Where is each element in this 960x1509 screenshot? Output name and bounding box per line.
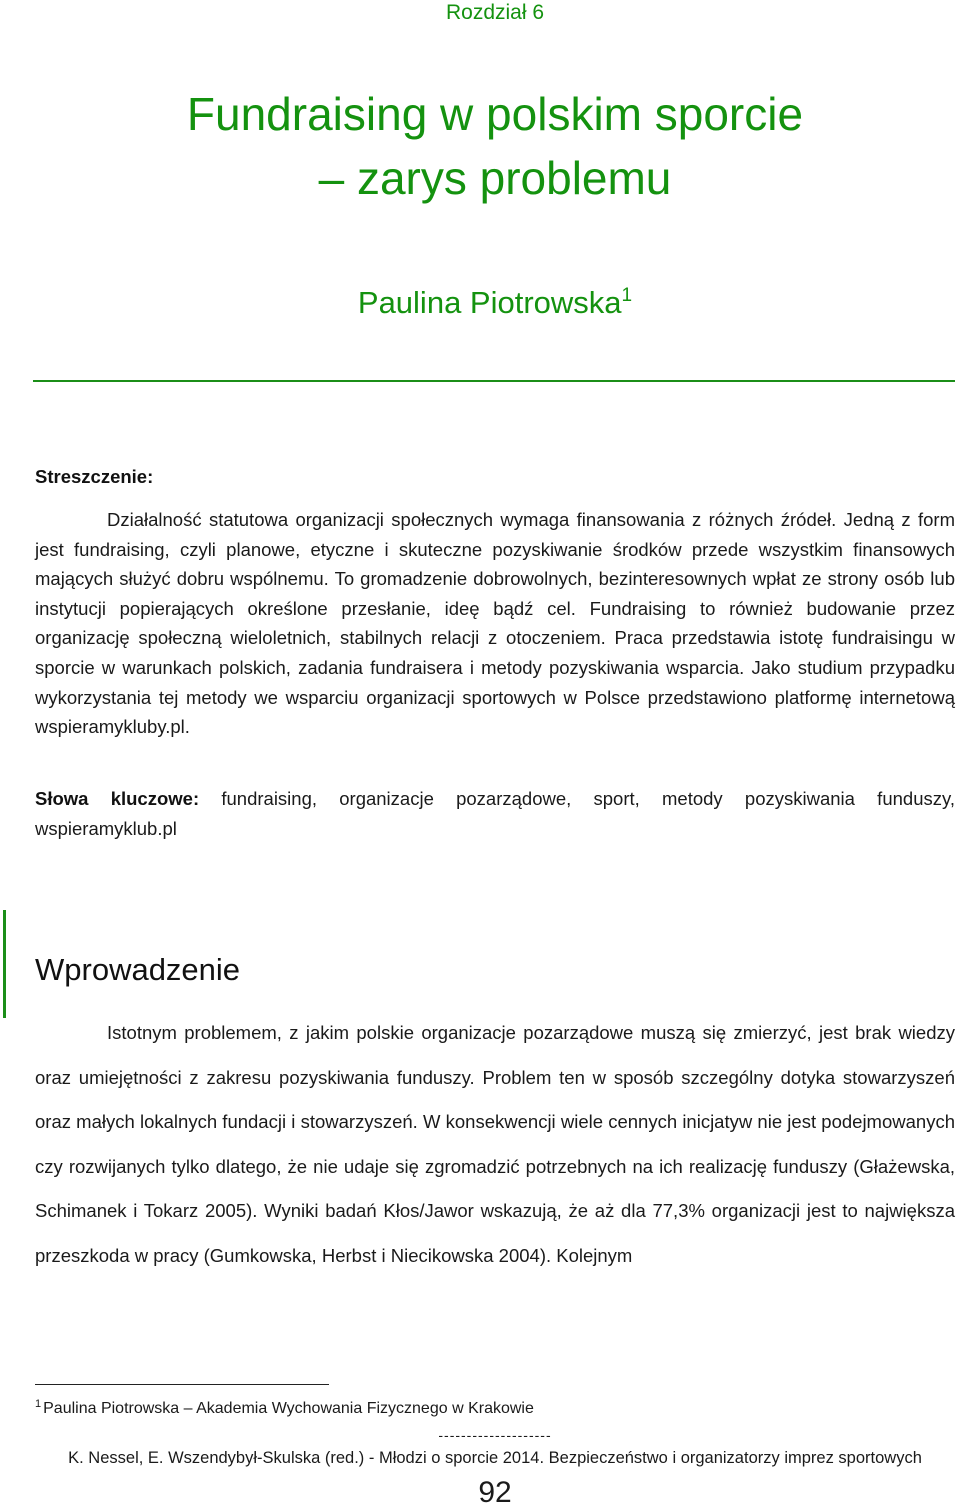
keywords-label: Słowa kluczowe: [35, 788, 200, 809]
footnote-text: Paulina Piotrowska – Akademia Wychowania Fizycznego w Krakowie [43, 1400, 534, 1417]
footnote-mark: 1 [35, 1398, 42, 1410]
title-line-2: – zarys problemu [318, 152, 672, 204]
abstract-text: Działalność statutowa organizacji społecznych wymaga finansowania z różnych źródeł. Jedną z form jest fundraising, czyli planowe, etyczne i skuteczne pozyskiwanie środków przede wszystkim finansowych mających służyć dobru wspólnemu. To gromadzenie dobrowolnych, bezinteresownych wpłat ze strony osób lub instytucji popierających określone przesłanie, ideę bądź cel. Fundraising to również budowanie przez organizację społeczną wieloletnich, stabilnych relacji z otoczeniem. Praca przedstawia istotę fundraisingu w sporcie w warunkach polskich, zadania fundraisera i metody pozyskiwania wsparcia. Jako studium przypadku wykorzystania tej metody we wsparciu organizacji sportowych w Polsce przedstawiono platformę internetową wspieramykluby.pl. [35, 509, 955, 738]
paper-title [0, 82, 960, 210]
abstract-body [35, 505, 955, 742]
footer-separator: -------------------- [438, 1427, 552, 1443]
page-number: 92 [478, 1476, 512, 1509]
keywords-text: fundraising, organizacje pozarządowe, sport, metody pozyskiwania funduszy, wspieramyklub.pl [35, 788, 955, 839]
author-footnote-mark[interactable]: 1 [621, 285, 633, 306]
section-heading: Wprowadzenie [35, 952, 241, 987]
introduction-body [35, 1011, 955, 1279]
footnote-divider [35, 1384, 329, 1385]
title-line-1: Fundraising w polskim sporcie [186, 88, 804, 140]
introduction-text: Istotnym problemem, z jakim polskie organizacje pozarządowe muszą się zmierzyć, jest brak wiedzy oraz umiejętności z zakresu pozyskiwania funduszy. Problem ten w sposób szczególny dotyka stowarzyszeń oraz małych lokalnych fundacji i stowarzyszeń. W konsekwencji wiele cennych inicjatyw nie jest podejmowanych czy rozwijanych tylko dlatego, że nie udaje się zgromadzić potrzebnych na ich realizację funduszy (Głażewska, Schimanek i Tokarz 2005). Wyniki badań Kłos/Jawor wskazują, że aż dla 77,3% organizacji jest to największa przeszkoda w pracy (Gumkowska, Herbst i Niecikowska 2004). Kolejnym [35, 1022, 955, 1266]
footer-citation: K. Nessel, E. Wszendybył-Skulska (red.) - Młodzi o sporcie 2014. Bezpieczeństwo i organizatorzy imprez sportowych [68, 1449, 922, 1467]
abstract-heading: Streszczenie: [35, 466, 154, 487]
footnote [35, 1393, 534, 1420]
title-divider [33, 380, 955, 382]
author-line [0, 276, 960, 323]
section-accent-bar [3, 910, 6, 1018]
chapter-label: Rozdział 6 [445, 1, 545, 24]
keywords-paragraph [35, 784, 955, 843]
author-name: Paulina Piotrowska [357, 285, 622, 320]
